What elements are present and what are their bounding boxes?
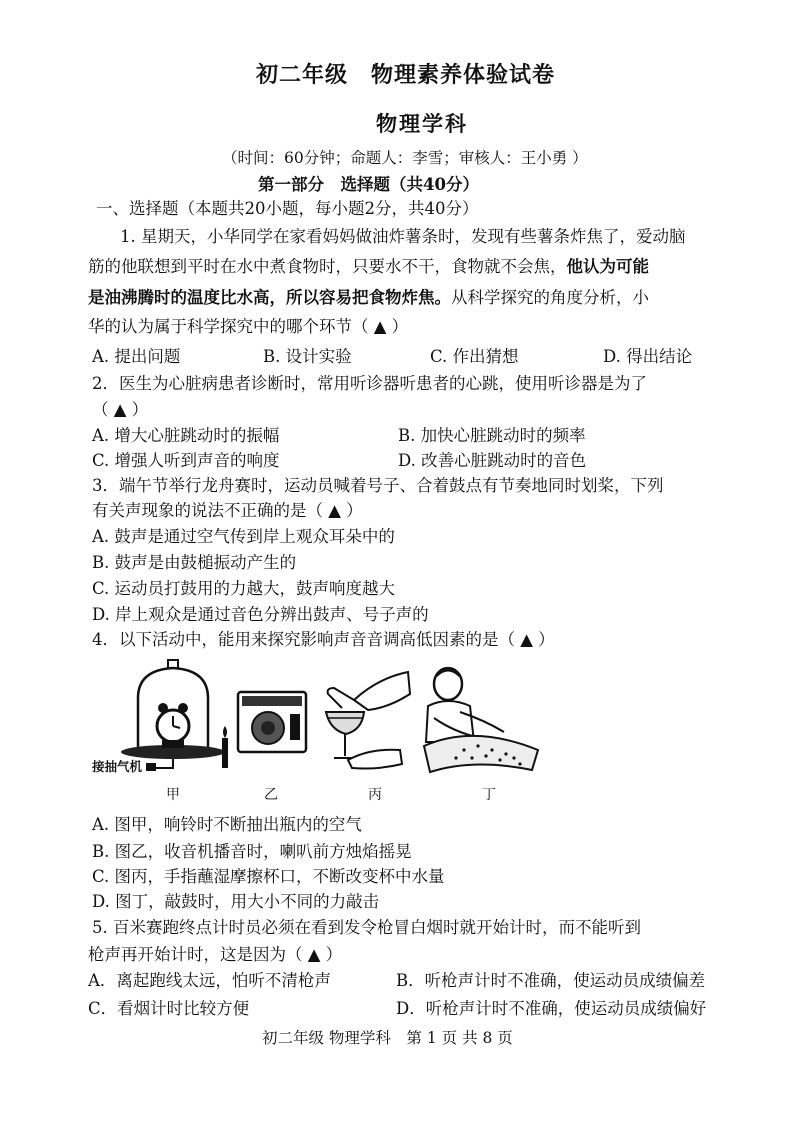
exam-meta: （时间：60分钟；命题人：李雪；审核人：王小勇 ） [222,149,588,167]
q1-option-b: B. 设计实验 [263,347,352,366]
q5-option-a: A．离起跑线太远，怕听不清枪声 [88,971,331,990]
q1-line2 [88,253,649,277]
glass-rubbing-figure [318,664,414,772]
q1-option-c: C. 作出猜想 [430,347,519,366]
q2-option-d: D. 改善心脏跳动时的音色 [398,451,587,470]
q5-option-c: C．看烟计时比较方便 [88,999,250,1018]
figure-caption-bing: 丙 [368,787,382,803]
q2-line2: （ ▲ ） [92,400,149,419]
figure-caption-yi: 乙 [264,787,278,803]
q5-option-d: D．听枪声计时不准确，使运动员成绩偏好 [396,999,707,1018]
q3-option-b: B. 鼓声是由鼓槌振动产生的 [92,553,297,572]
drum-person-figure [414,662,542,778]
q4-option-c: C. 图丙，手指蘸湿摩擦杯口，不断改变杯中水量 [92,867,445,886]
subject-title: 物理学科 [376,111,468,136]
q1-option-a: A. 提出问题 [92,347,181,366]
q2-option-c: C. 增强人听到声音的响度 [92,451,280,470]
q1-line2-text: 筋的他联想到平时在水中煮食物时，只要水不干，食物就不会焦， [88,257,567,276]
exam-title: 初二年级 物理素养体验试卷 [256,62,556,88]
q4-option-d: D. 图丁，敲鼓时，用大小不同的力敲击 [92,892,380,911]
q2-option-a: A. 增大心脏跳动时的振幅 [92,426,280,445]
pump-label: 接抽气机 [92,759,143,774]
q5-option-b: B．听枪声计时不准确，使运动员成绩偏差 [396,971,706,990]
q1-line3-bold: 是油沸腾时的温度比水高，所以容易把食物炸焦。 [88,288,451,307]
q1-line2-bold: 他认为可能 [566,257,649,276]
q1-line4: 华的认为属于科学探究中的哪个环节（ ▲ ） [88,317,409,336]
section-heading: 一、选择题（本题共20小题，每小题2分，共40分） [96,199,479,218]
q4-option-a: A. 图甲，响铃时不断抽出瓶内的空气 [92,815,362,834]
q3-option-a: A. 鼓声是通过空气传到岸上观众耳朵中的 [92,527,395,546]
figure-caption-jia: 甲 [166,787,180,803]
q1-line3-text: 从科学探究的角度分析，小 [451,288,649,307]
part-heading: 第一部分 选择题（共40分） [258,175,479,194]
q2-line1: 2．医生为心脏病患者诊断时，常用听诊器听患者的心跳，使用听诊器是为了 [92,374,647,393]
page-footer: 初二年级 物理学科 第 1 页 共 8 页 [262,1029,513,1047]
q5-line1: 5. 百米赛跑终点计时员必须在看到发令枪冒白烟时就开始计时，而不能听到 [92,918,641,937]
radio-candle-figure [216,688,312,774]
q3-option-c: C. 运动员打鼓用的力越大，鼓声响度越大 [92,579,396,598]
q4-option-b: B. 图乙，收音机播音时，喇叭前方烛焰摇晃 [92,842,412,861]
q1-line3 [88,284,649,308]
q3-line1: 3．端午节举行龙舟赛时，运动员喊着号子、合着鼓点有节奏地同时划桨，下列 [92,476,664,495]
figure-caption-ding: 丁 [482,787,496,803]
q3-line2: 有关声现象的说法不正确的是（ ▲ ） [92,501,363,520]
q5-line2: 枪声再开始计时，这是因为（ ▲ ） [88,945,343,964]
q3-option-d: D. 岸上观众是通过音色分辨出鼓声、号子声的 [92,605,429,624]
q2-option-b: B. 加快心脏跳动时的频率 [398,426,586,445]
q1-line1: 1. 星期天，小华同学在家看妈妈做油炸薯条时，发现有些薯条炸焦了，爱动脑 [120,227,686,246]
q1-option-d: D. 得出结论 [603,347,693,366]
q4-line1: 4．以下活动中，能用来探究影响声音音调高低因素的是（ ▲ ） [92,630,555,649]
